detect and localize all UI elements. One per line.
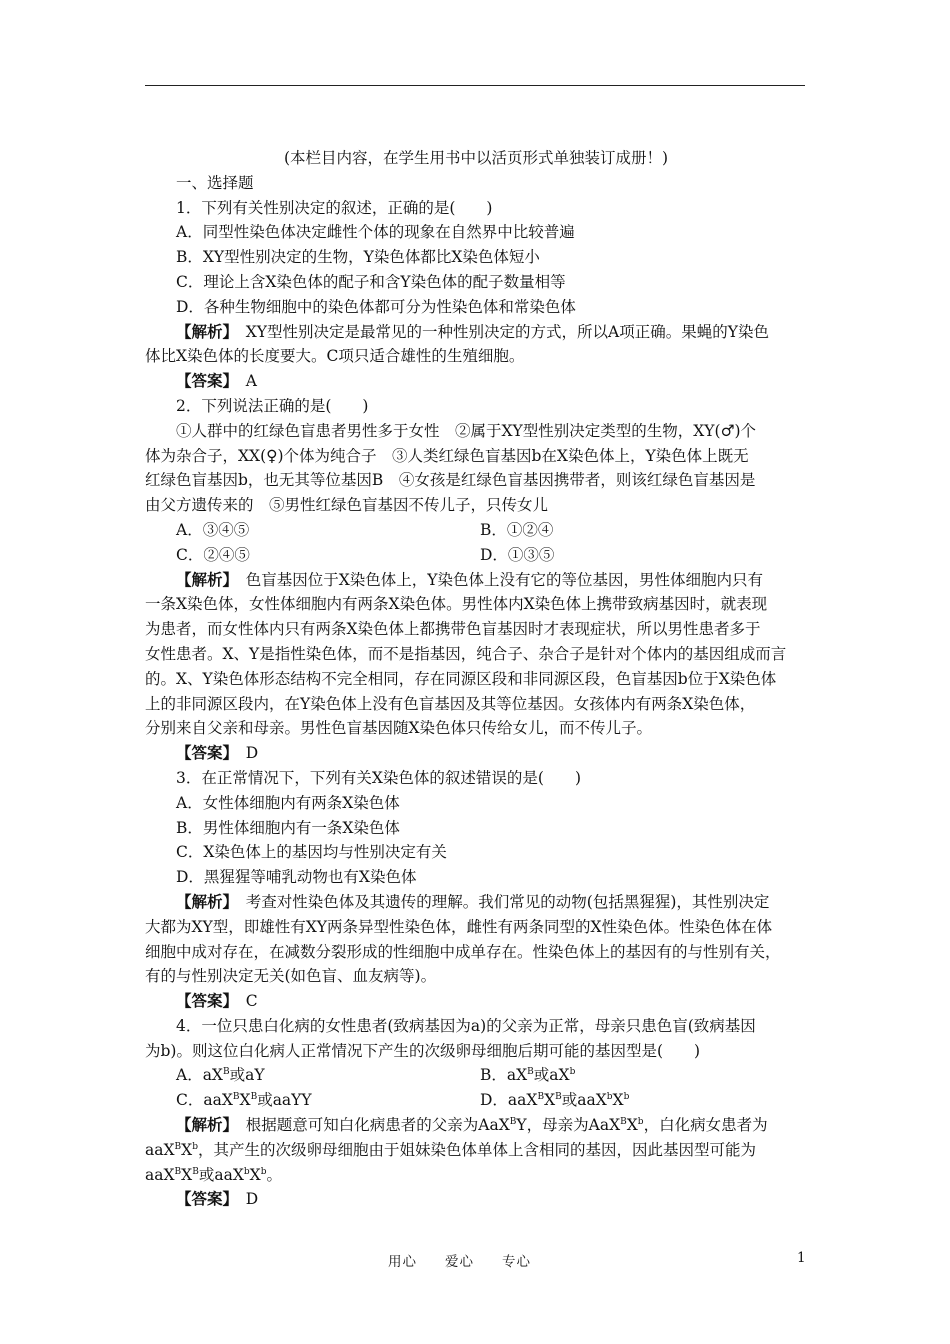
question-1-option-c: C．理论上含X染色体的配子和含Y染色体的配子数量相等 (176, 272, 566, 291)
question-4-options-row (145, 1088, 807, 1113)
question-4-option-a: A．$aX^B$或aY (176, 1066, 265, 1085)
question-3-stem: 3．在正常情况下，下列有关X染色体的叙述错误的是( ) (176, 768, 581, 787)
question-2-explanation-line: 分别来自父亲和母亲。男性色盲基因随X染色体只传给女儿，而不传儿子。 (145, 719, 653, 738)
question-4-options-row (145, 1063, 807, 1088)
header-note: (本栏目内容，在学生用书中以活页形式单独装订成册！) (283, 149, 669, 167)
question-2-option-d: D．①③⑤ (480, 545, 555, 564)
header-rule (145, 85, 805, 86)
question-2-text-line: 红绿色盲基因b，也无其等位基因B ④女孩是红绿色盲基因携带者，则该红绿色盲基因是 (145, 471, 756, 490)
question-4-option-c: C．$aaX^BX^B$或aaYY (176, 1091, 312, 1110)
page-number: 1 (797, 1250, 806, 1266)
answer-label: 【答案】 (176, 743, 231, 763)
question-1-explanation-line: 体比X染色体的长度要大。C项只适合雄性的生殖细胞。 (145, 347, 525, 366)
question-2-explanation-line: 上的非同源区段内，在Y染色体上没有色盲基因及其等位基因。女孩体内有两条X染色体， (145, 694, 756, 713)
question-2-text-line: 由父方遗传来的 ⑤男性红绿色盲基因不传儿子，只传女儿 (145, 496, 549, 515)
question-2-explanation-line: 为患者，而女性体内只有两条X染色体上都携带色盲基因时才表现症状，所以男性患者多于 (145, 620, 761, 639)
document-body (145, 146, 807, 1212)
question-1-stem: 1．下列有关性别决定的叙述，正确的是( ) (176, 198, 493, 217)
question-3-explanation-line: 大都为XY型，即雄性有XY两条异型性染色体，雌性有两条同型的X性染色体。性染色体在体 (145, 917, 773, 936)
question-2-option-a: A．③④⑤ (176, 520, 250, 539)
question-4-explanation-line: $aaX^BX^B$或$aaX^bX^b$。 (145, 1165, 282, 1184)
question-2-options-row (145, 543, 807, 568)
answer-label: 【答案】 (176, 1189, 231, 1209)
question-2-text-line: ①人群中的红绿色盲患者男性多于女性 ②属于XY型性别决定类型的生物，XY(♂)个 (176, 421, 757, 440)
explanation-label: 【解析】 (176, 569, 231, 589)
question-4-option-d: D．$aaX^BX^B$或$aaX^bX^b$ (480, 1091, 630, 1110)
explanation-label: 【解析】 (176, 321, 231, 341)
question-4-option-b: B．$aX^B$或$aX^b$ (480, 1066, 576, 1085)
section-title: 一、选择题 (176, 173, 254, 192)
question-3-option-a: A．女性体细胞内有两条X染色体 (176, 793, 400, 812)
question-2-option-b: B．①②④ (480, 520, 554, 539)
footer-motto: 用心 爱心 专心 (388, 1254, 531, 1270)
answer-label: 【答案】 (176, 991, 231, 1011)
question-2-answer: 【答案】 D (176, 743, 259, 763)
explanation-label: 【解析】 (176, 891, 231, 911)
question-2-explanation-line: 一条X染色体，女性体细胞内有两条X染色体。男性体内X染色体上携带致病基因时，就表现 (145, 595, 768, 614)
question-2-explanation-line: 女性患者。X、Y是指性染色体，而不是指基因，纯合子、杂合子是针对个体内的基因组成而言 (145, 644, 787, 663)
question-4-explanation-line: 【解析】 根据题意可知白化病患者的父亲为AaX$^B$Y，母亲为$AaX^BX^b$，白化病女患者为 (176, 1115, 768, 1135)
question-4-stem: 为b)。则这位白化病人正常情况下产生的次级卵母细胞后期可能的基因型是( ) (145, 1041, 701, 1060)
question-2-text-line: 体为杂合子，XX(♀)个体为纯合子 ③人类红绿色盲基因b在X染色体上，Y染色体上既无 (145, 446, 749, 465)
question-2-options-row (145, 518, 807, 543)
question-3-option-c: C．X染色体上的基因均与性别决定有关 (176, 843, 447, 862)
question-4-explanation-line: $aaX^BX^b$，其产生的次级卵母细胞由于姐妹染色体单体上含相同的基因，因此基因型可能为 (145, 1140, 756, 1159)
question-3-option-d: D．黑猩猩等哺乳动物也有X染色体 (176, 868, 417, 887)
question-4-answer: 【答案】 D (176, 1189, 259, 1209)
question-1-option-b: B．XY型性别决定的生物，Y染色体都比X染色体短小 (176, 248, 540, 267)
explanation-label: 【解析】 (176, 1115, 231, 1135)
question-1-option-d: D．各种生物细胞中的染色体都可分为性染色体和常染色体 (176, 297, 576, 316)
question-2-explanation-line: 【解析】 色盲基因位于X染色体上，Y染色体上没有它的等位基因，男性体细胞内只有 (176, 569, 764, 589)
question-4-stem: 4．一位只患白化病的女性患者(致病基因为a)的父亲为正常，母亲只患色盲(致病基因 (176, 1016, 756, 1035)
question-1-explanation-line: 【解析】 XY型性别决定是最常见的一种性别决定的方式，所以A项正确。果蝇的Y染色 (176, 321, 769, 341)
question-2-stem: 2．下列说法正确的是( ) (176, 396, 369, 415)
question-3-explanation-line: 有的与性别决定无关(如色盲、血友病等)。 (145, 967, 437, 986)
question-2-explanation-line: 的。X、Y染色体形态结构不完全相同，存在同源区段和非同源区段，色盲基因b位于X染色体 (145, 669, 777, 688)
answer-label: 【答案】 (176, 371, 231, 391)
question-3-explanation-line: 细胞中成对存在，在减数分裂形成的性细胞中成单存在。性染色体上的基因有的与性别有关， (145, 942, 781, 961)
question-3-answer: 【答案】 C (176, 991, 258, 1011)
question-2-option-c: C．②④⑤ (176, 545, 250, 564)
question-1-option-a: A．同型性染色体决定雌性个体的现象在自然界中比较普遍 (176, 223, 575, 242)
question-3-explanation-line: 【解析】 考查对性染色体及其遗传的理解。我们常见的动物(包括黑猩猩)，其性别决定 (176, 891, 770, 911)
question-3-option-b: B．男性体细胞内有一条X染色体 (176, 818, 400, 837)
question-1-answer: 【答案】 A (176, 371, 257, 391)
